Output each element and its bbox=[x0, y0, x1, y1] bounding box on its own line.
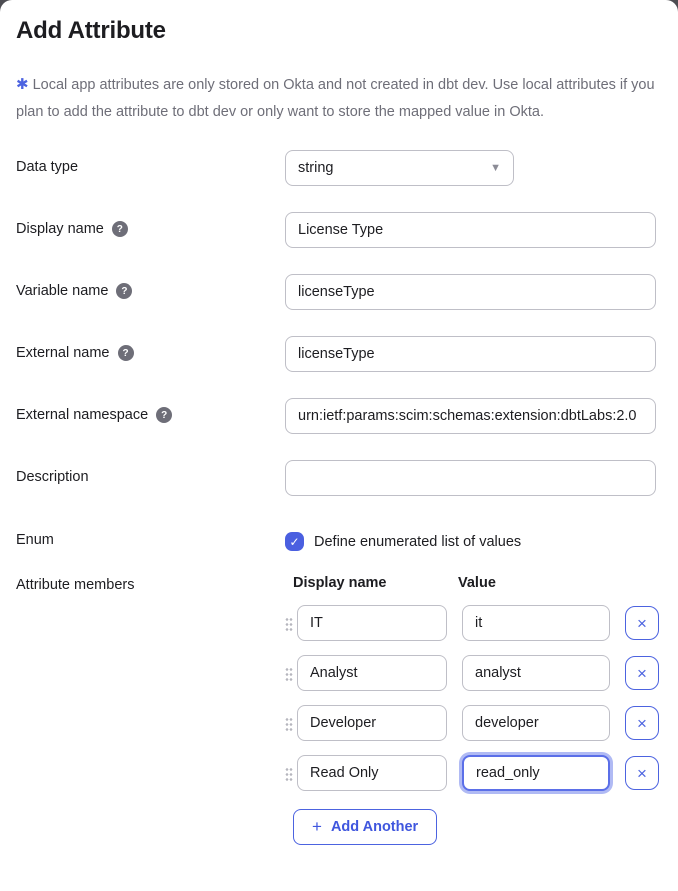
data-type-selected-value: string bbox=[298, 160, 334, 176]
remove-member-button[interactable]: × bbox=[625, 756, 659, 790]
page-title: Add Attribute bbox=[16, 17, 166, 44]
external-namespace-label: External namespace bbox=[16, 407, 149, 423]
form-row-enum bbox=[16, 524, 662, 551]
display-name-label: Display name bbox=[16, 221, 104, 237]
variable-name-label: Variable name bbox=[16, 283, 109, 299]
member-row bbox=[285, 605, 662, 641]
help-icon[interactable]: ? bbox=[116, 283, 132, 299]
remove-member-button[interactable]: × bbox=[625, 606, 659, 640]
member-value-input[interactable] bbox=[462, 655, 610, 691]
external-namespace-input[interactable] bbox=[285, 398, 656, 434]
member-row bbox=[285, 705, 662, 741]
members-header-row bbox=[285, 575, 662, 591]
help-icon[interactable]: ? bbox=[156, 407, 172, 423]
info-note-text: Local app attributes are only stored on Okta and not created in dbt dev. Use local attributes if you plan to add the attribute to dbt dev or only want to store the mapped value in Okta. bbox=[16, 77, 655, 120]
form-row-external-name bbox=[16, 336, 662, 372]
add-another-label: Add Another bbox=[330, 819, 419, 835]
enum-checkbox[interactable]: ✓ bbox=[285, 532, 304, 551]
member-display-input[interactable] bbox=[297, 705, 447, 741]
form-row-description bbox=[16, 460, 662, 496]
member-display-input[interactable] bbox=[297, 655, 447, 691]
form-row-display-name bbox=[16, 212, 662, 248]
enum-label: Enum bbox=[16, 532, 54, 548]
variable-name-input[interactable] bbox=[285, 274, 656, 310]
form-row-variable-name bbox=[16, 274, 662, 310]
drag-handle-icon[interactable] bbox=[285, 616, 293, 631]
info-note bbox=[16, 71, 662, 126]
plus-icon: + bbox=[312, 817, 322, 836]
chevron-down-icon: ▼ bbox=[490, 161, 501, 174]
external-name-label: External name bbox=[16, 345, 110, 361]
enum-checkbox-label: Define enumerated list of values bbox=[314, 533, 522, 550]
attribute-members-label: Attribute members bbox=[16, 577, 135, 593]
external-name-input[interactable] bbox=[285, 336, 656, 372]
required-asterisk-icon: ✱ bbox=[16, 76, 29, 93]
member-display-input[interactable] bbox=[297, 755, 447, 791]
description-input[interactable] bbox=[285, 460, 656, 496]
form-row-attribute-members bbox=[16, 575, 662, 845]
add-another-button[interactable] bbox=[293, 809, 437, 845]
help-icon[interactable]: ? bbox=[118, 345, 134, 361]
drag-handle-icon[interactable] bbox=[285, 716, 293, 731]
member-value-input[interactable] bbox=[462, 705, 610, 741]
description-label: Description bbox=[16, 469, 89, 485]
member-value-input-focused[interactable] bbox=[462, 755, 610, 791]
members-column-display-name: Display name bbox=[293, 575, 387, 591]
form-row-data-type bbox=[16, 150, 662, 186]
form-row-external-namespace bbox=[16, 398, 662, 434]
data-type-select[interactable] bbox=[285, 150, 514, 186]
members-column-value: Value bbox=[458, 575, 496, 591]
remove-member-button[interactable]: × bbox=[625, 656, 659, 690]
member-row bbox=[285, 755, 662, 791]
remove-member-button[interactable]: × bbox=[625, 706, 659, 740]
drag-handle-icon[interactable] bbox=[285, 666, 293, 681]
member-value-input[interactable] bbox=[462, 605, 610, 641]
display-name-input[interactable] bbox=[285, 212, 656, 248]
data-type-label: Data type bbox=[16, 159, 79, 175]
attribute-members-table bbox=[285, 575, 662, 845]
member-row bbox=[285, 655, 662, 691]
help-icon[interactable]: ? bbox=[112, 221, 128, 237]
member-display-input[interactable] bbox=[297, 605, 447, 641]
drag-handle-icon[interactable] bbox=[285, 766, 293, 781]
